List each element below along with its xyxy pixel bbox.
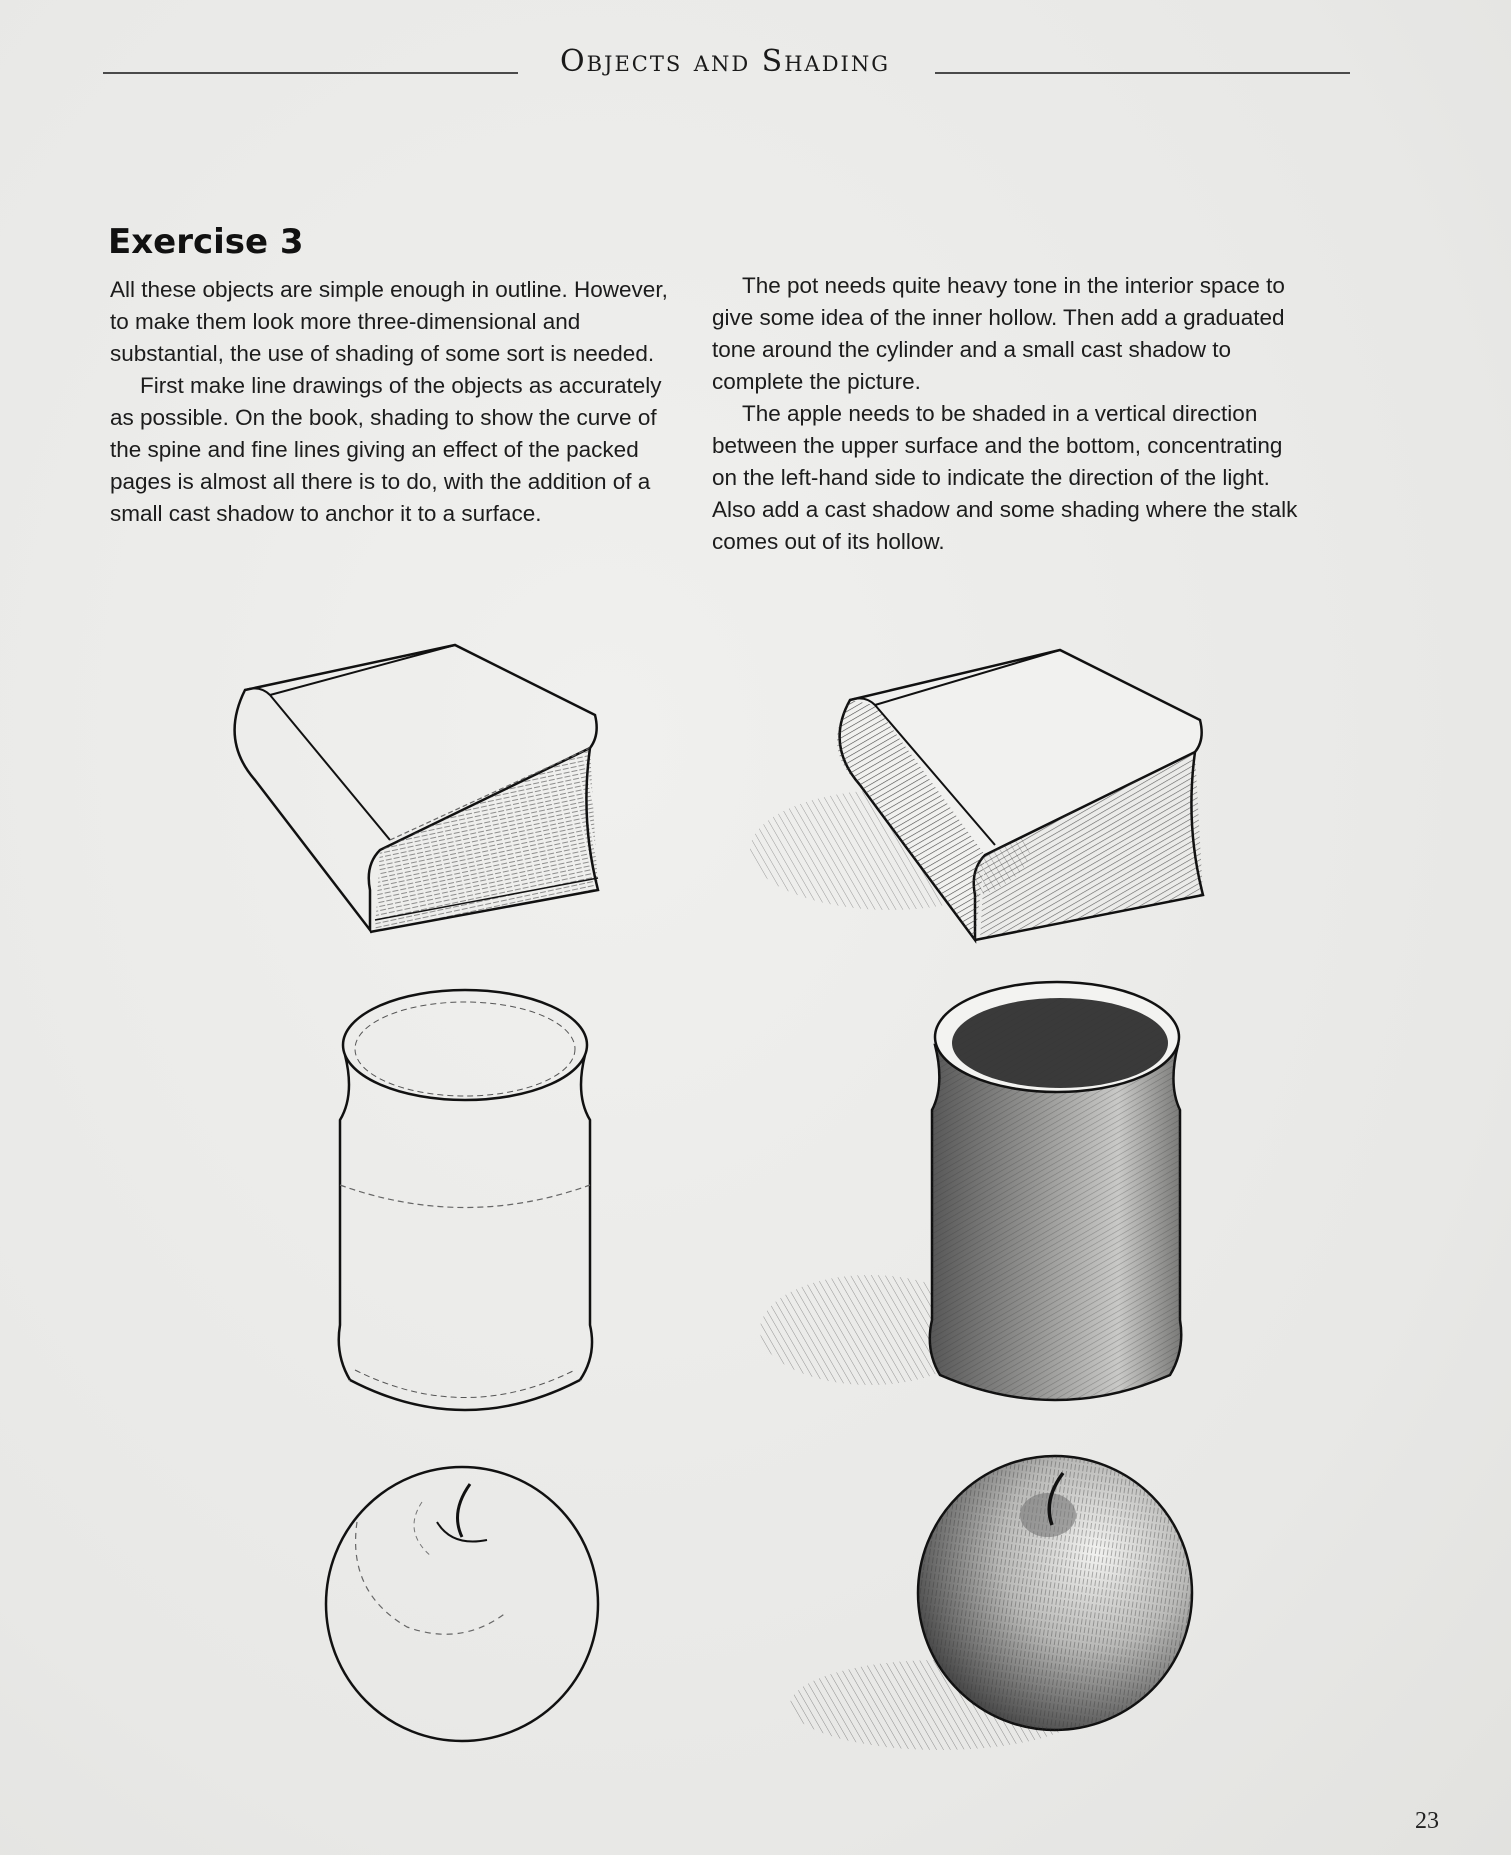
exercise-heading: Exercise 3 [108, 222, 304, 262]
pot-line-drawing [335, 985, 595, 1420]
paragraph: The apple needs to be shaded in a vertical direction between the upper surface and the bottom, concentrating on the left-hand side to indicate the direction of the light. Also add a cast shadow and some shading where the stalk comes out of its hollow. [712, 401, 1298, 554]
pot-shaded [760, 975, 1200, 1415]
right-text-column [712, 270, 1312, 558]
left-text-column [110, 274, 685, 530]
book-shaded [740, 640, 1300, 950]
header-rule-left [103, 72, 518, 74]
apple-shaded [780, 1455, 1200, 1755]
apple-line-drawing [322, 1462, 607, 1747]
paragraph: The pot needs quite heavy tone in the interior space to give some idea of the inner hollow. Then add a graduated tone around the cylinder and a small cast shadow to complete the picture. [712, 273, 1285, 394]
book-line-drawing [200, 640, 700, 940]
paragraph: First make line drawings of the objects as accurately as possible. On the book, shading to show the curve of the spine and fine lines giving an effect of the packed pages is almost all there is to do, with the addition of a small cast shadow to anchor it to a surface. [110, 373, 662, 526]
running-head: Objects and Shading [560, 44, 890, 79]
paragraph: All these objects are simple enough in outline. However, to make them look more three-dimensional and substantial, the use of shading of some sort is needed. [110, 277, 668, 366]
page-number: 23 [1415, 1808, 1439, 1834]
header-rule-right [935, 72, 1350, 74]
